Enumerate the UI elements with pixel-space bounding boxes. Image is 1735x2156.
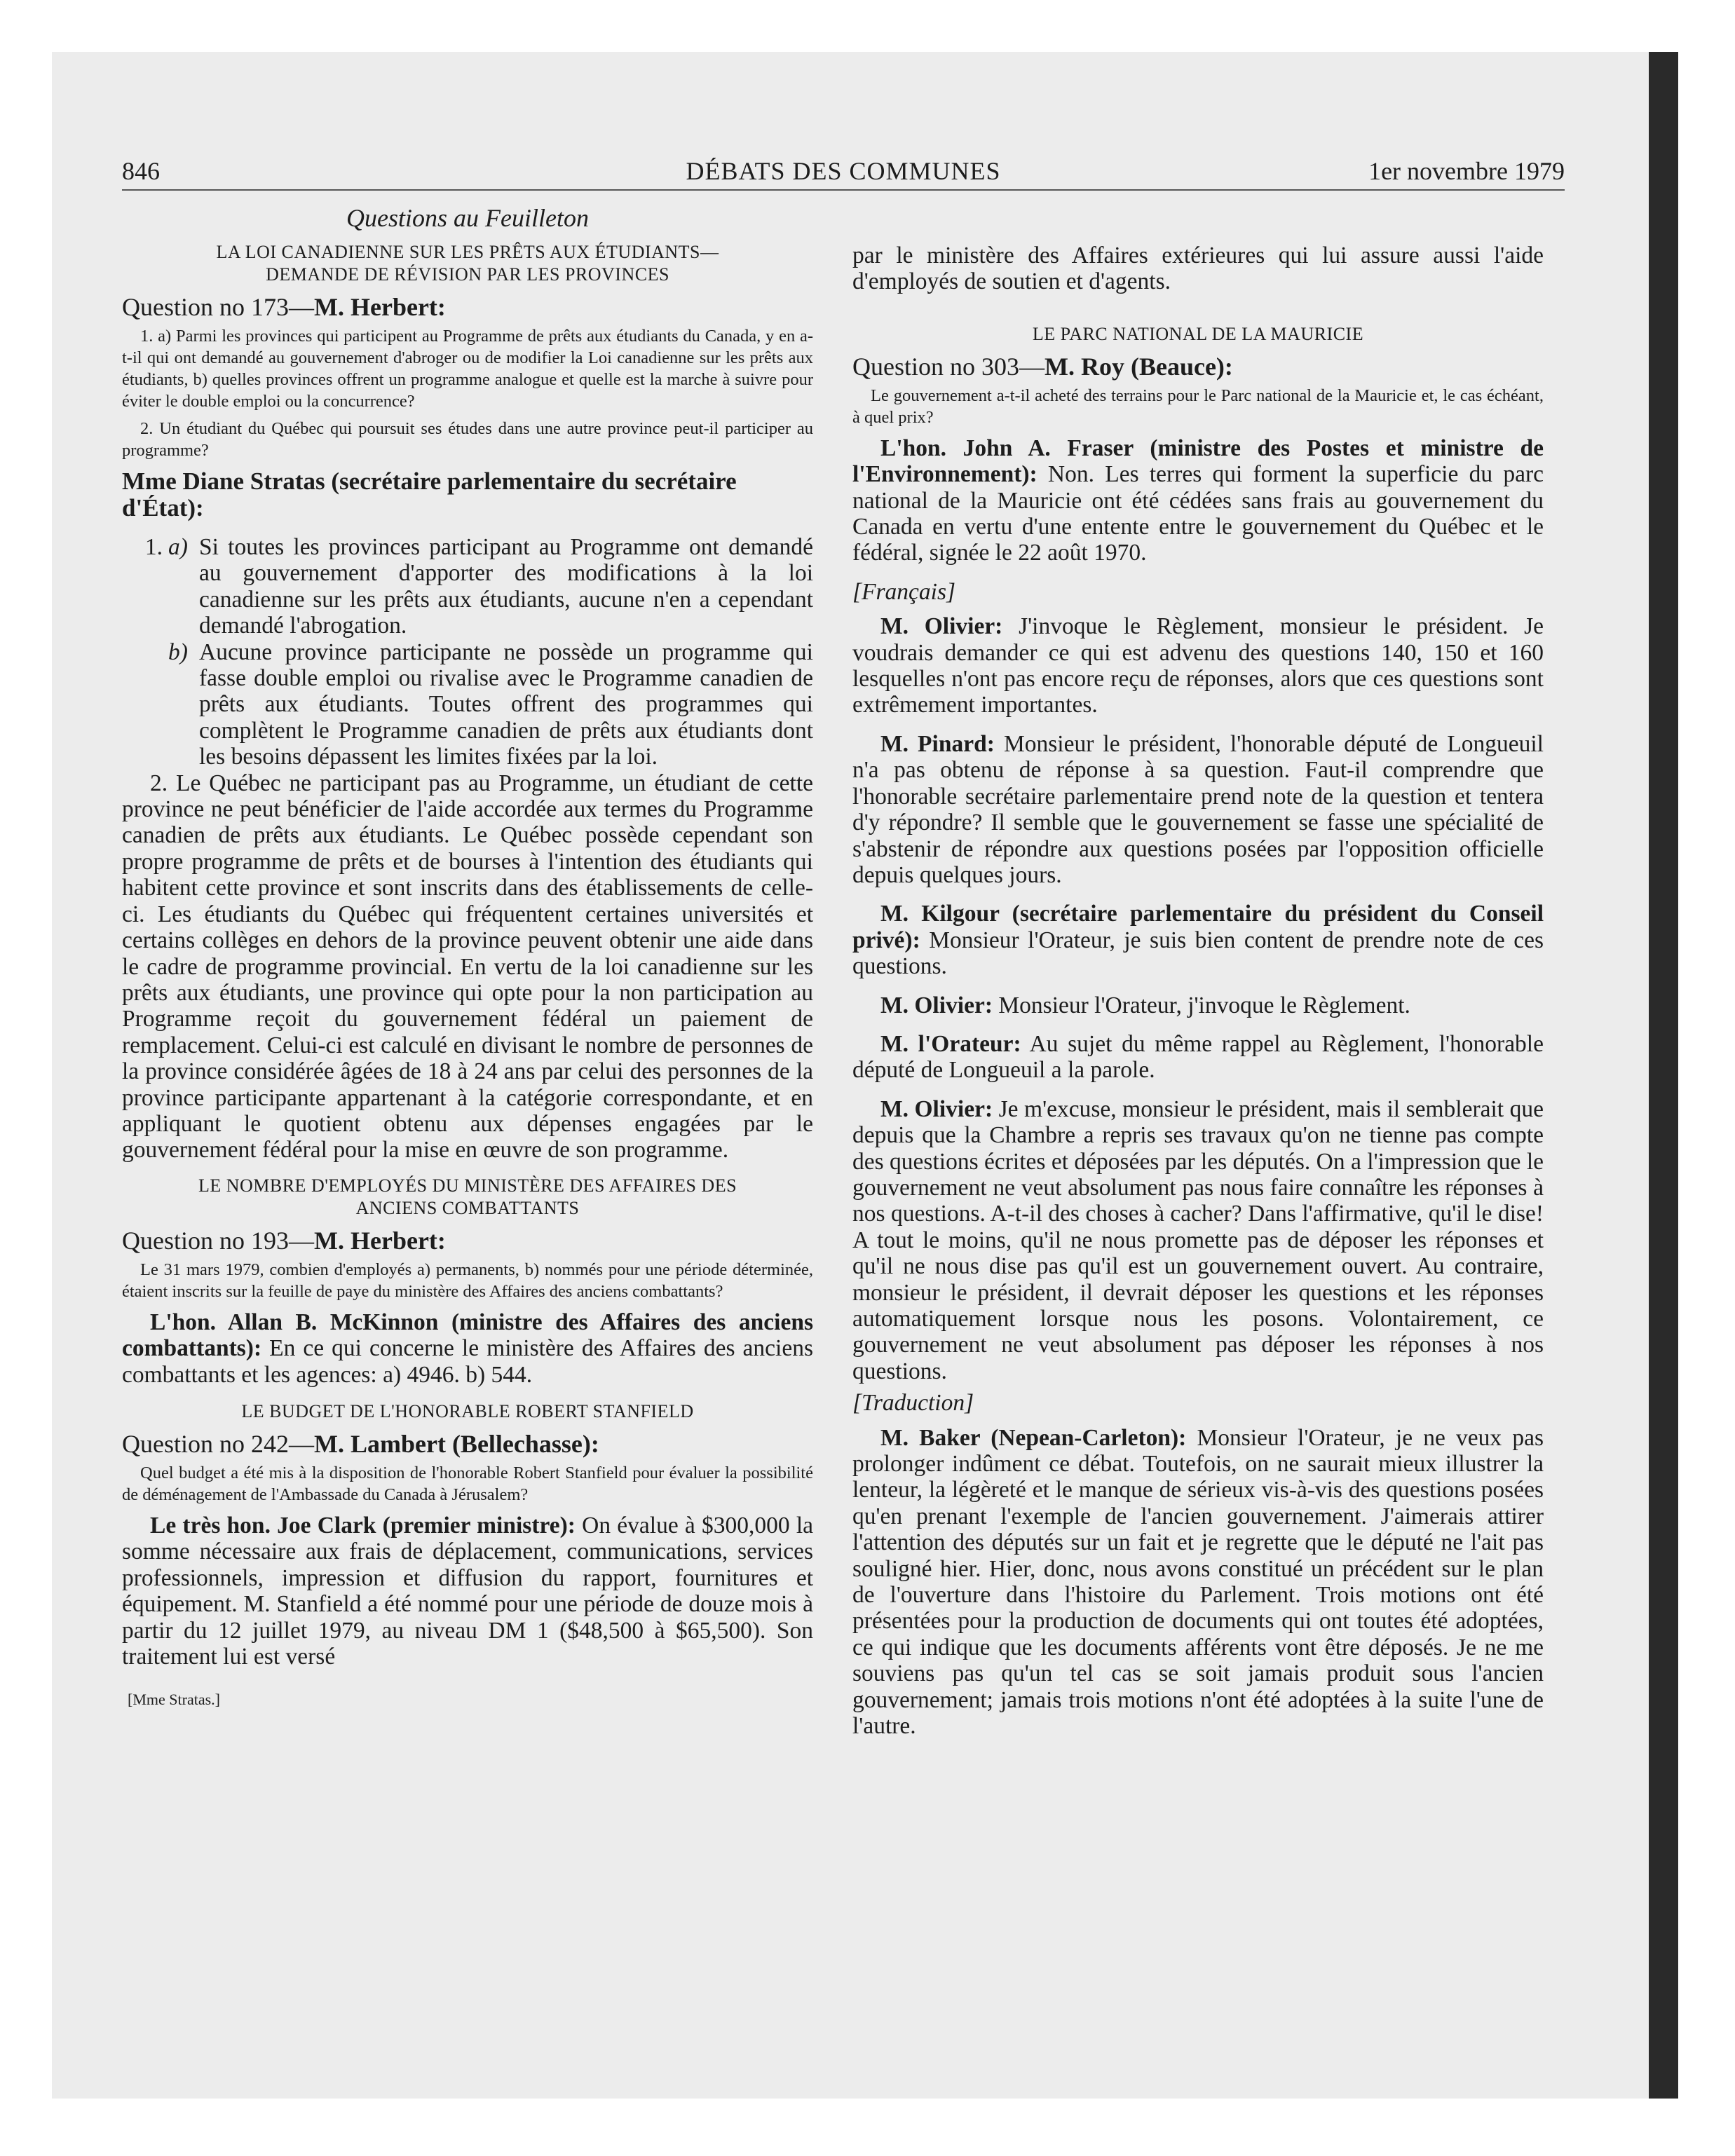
answer-173-item-a: 1. a) Si toutes les provinces participant au Programme ont demandé au gouvernement d'apporter des modifications à la loi canadienne sur les prêts aux étudiants, aucune n'en a cependant demandé l'abrogation. — [144, 534, 813, 639]
question-heading-303: Question no 303—M. Roy (Beauce): — [852, 352, 1233, 381]
rubric-q242: LE BUDGET DE L'HONORABLE ROBERT STANFIELD — [241, 1400, 694, 1421]
answer-303: L'hon. John A. Fraser (ministre des Postes et ministre de l'Environnement): Non. Les terres qui forment la superficie du parc national de la Mauricie ont été cédées sans frais au gouvernement du Canada en vertu d'une entente entre le gouvernement du Québec et le fédéral, signée le 22 août 1970. — [852, 435, 1544, 566]
language-marker-translation: [Traduction] — [852, 1390, 974, 1417]
question-text-242: Quel budget a été mis à la disposition de l'honorable Robert Stanfield pour évaluer la possibilité de déménagement de l'Ambassade du Canada à Jérusalem? — [122, 1463, 813, 1504]
speech-olivier-1: M. Olivier: J'invoque le Règlement, monsieur le président. Je voudrais demander ce qui est advenu des questions 140, 150 et 160 lesquelles n'ont pas encore reçu de réponses, alors que ces questions sont extrêmement importantes. — [852, 613, 1544, 718]
question-heading-242: Question no 242—M. Lambert (Bellechasse): — [122, 1429, 599, 1458]
left-column — [122, 202, 813, 1713]
right-column — [852, 243, 1544, 1752]
question-text-173-2: 2. Un étudiant du Québec qui poursuit ses études dans une autre province peut-il participer au programme? — [122, 419, 813, 460]
section-title: Questions au Feuilleton — [346, 204, 589, 232]
continuation-text: par le ministère des Affaires extérieures qui lui assure aussi l'aide d'employés de soutien et d'agents. — [852, 243, 1544, 295]
question-heading-173: Question no 173—M. Herbert: — [122, 293, 446, 321]
answer-242: Le très hon. Joe Clark (premier ministre): On évalue à $300,000 la somme nécessaire aux frais de déplacement, communications, services professionnels, impression et diffusion du rapport, fournitures et équipement. M. Stanfield a été nommé pour une période de douze mois à partir du 12 juillet 1979, au niveau DM 1 ($48,500 à $65,500). Son traitement lui est versé — [122, 1512, 814, 1670]
page-date: 1er novembre 1979 — [1368, 157, 1565, 185]
page-header — [122, 153, 1565, 191]
speech-olivier-3: M. Olivier: Je m'excuse, monsieur le président, mais il semblerait que depuis que la Chambre a repris ses travaux qu'on ne tienne pas compte des questions écrites et déposées par les députés. On a l'impression que le gouvernement ne veut absolument pas nous faire connaître les réponses à nos questions. A-t-il des choses à cacher? Dans l'affirmative, qu'il le dise! A tout le moins, qu'il ne nous promette pas de déposer les réponses et qu'il ne nous dise pas qu'il est un gouvernement ouvert. Au contraire, monsieur le président, il devrait déposer les questions et les réponses automatiquement lorsque nous les posons. Volontairement, ce gouvernement ne veut absolument pas déposer les réponses à nos questions. — [852, 1096, 1544, 1384]
speech-pinard: M. Pinard: Monsieur le président, l'honorable député de Longueuil n'a pas obtenu de réponse à sa question. Faut-il comprendre que l'honorable secrétaire parlementaire prend note de la question et tentera d'y répondre? Il semble que le gouvernement se fasse une spécialité de s'abstenir de répondre aux questions posées par l'opposition officielle depuis quelques jours. — [852, 730, 1544, 888]
answer-173-part-2: 2. Le Québec ne participant pas au Programme, un étudiant de cette province ne peut bénéficier de l'aide accordée aux termes du Programme canadien de prêts aux étudiants. Le Québec possède cependant son propre programme de prêts et de bourses à l'intention des étudiants qui habitent cette province et sont inscrits dans des établissements de celle-ci. Les étudiants du Québec qui fréquentent certaines universités et certains collèges en dehors de la province peuvent obtenir une aide dans le cadre de programme provincial. En vertu de la loi canadienne sur les prêts aux étudiants, une province qui opte pour la non participation au Programme reçoit du gouvernement fédéral un paiement de remplacement. Celui-ci est calculé en divisant le nombre de personnes de la province considérée âgées de 18 à 24 ans par celui des personnes de la province participante appartenant à la catégorie correspondante, et en appliquant le quotient obtenu aux dépenses engagées par le gouvernement fédéral pour la mise en œuvre de son programme. — [122, 770, 813, 1164]
rubric-q193: LE NOMBRE D'EMPLOYÉS DU MINISTÈRE DES AFFAIRES DES ANCIENS COMBATTANTS — [198, 1175, 737, 1218]
question-text-173-1: 1. a) Parmi les provinces qui participent au Programme de prêts aux étudiants du Canada, y en a-t-il qui ont demandé au gouvernement d'abroger ou de modifier la Loi canadienne sur les prêts aux étudiants, b) quelles provinces offrent un programme analogue et quelle est la marche à suivre pour éviter le double emploi ou la concurrence? — [122, 327, 813, 411]
question-heading-193: Question no 193—M. Herbert: — [122, 1226, 446, 1255]
rubric-q303: LE PARC NATIONAL DE LA MAURICIE — [1032, 323, 1364, 344]
rubric-q173: LA LOI CANADIENNE SUR LES PRÊTS AUX ÉTUDIANTS— DEMANDE DE RÉVISION PAR LES PROVINCES — [216, 242, 719, 285]
speech-baker: M. Baker (Nepean-Carleton): Monsieur l'Orateur, je ne veux pas prolonger indûment ce débat. Toutefois, on ne saurait mieux illustrer la lenteur, la légèreté et le manque de sérieux vis-à-vis des questions posées qu'en prenant l'exemple de l'ancien gouvernement. J'aimerais attirer l'attention des députés sur un fait et je regrette que le député ne l'ait pas souligné hier. Hier, donc, nous avons constitué un précédent sur le plan de l'ouverture dans l'histoire du Parlement. Trois motions ont été présentées pour la production de documents qui ont toutes été adoptées, ce qui indique que les documents afférents vont être déposés. Je ne me souviens pas qu'un tel cas se soit jamais produit sous l'ancien gouvernement; jamais trois motions n'ont été adoptées à la suite l'une de l'autre. — [852, 1424, 1544, 1740]
speech-orateur: M. l'Orateur: Au sujet du même rappel au Règlement, l'honorable député de Longueuil a la parole. — [852, 1030, 1544, 1084]
speaker-footer: [Mme Stratas.] — [128, 1691, 220, 1709]
speech-olivier-2: M. Olivier: Monsieur l'Orateur, j'invoque le Règlement. — [880, 992, 1410, 1018]
language-marker-french: [Français] — [852, 578, 956, 605]
question-text-303: Le gouvernement a-t-il acheté des terrains pour le Parc national de la Mauricie et, le cas échéant, à quel prix? — [852, 386, 1544, 427]
question-text-193: Le 31 mars 1979, combien d'employés a) permanents, b) nommés pour une période déterminée, étaient inscrits sur la feuille de paye du ministère des Affaires des anciens combattants? — [122, 1260, 813, 1301]
page-number: 846 — [122, 157, 160, 185]
answer-speaker-173: Mme Diane Stratas (secrétaire parlementaire du secrétaire d'État): — [122, 468, 737, 521]
answer-193: L'hon. Allan B. McKinnon (ministre des Affaires des anciens combattants): En ce qui concerne le ministère des Affaires des anciens combattants et les agences: a) 4946. b) 544. — [122, 1309, 813, 1388]
speech-kilgour: M. Kilgour (secrétaire parlementaire du président du Conseil privé): Monsieur l'Orateur, je suis bien content de prendre note de ces questions. — [852, 901, 1544, 980]
answer-173-item-b: b) Aucune province participante ne possède un programme qui fasse double emploi ou rivalise avec le Programme canadien de prêts aux étudiants. Toutes offrent des programmes qui complètent le Programme canadien de prêts aux étudiants dont les besoins dépassent les limites fixées par la loi. — [168, 639, 813, 770]
scan-edge — [1649, 52, 1678, 2099]
publication-title: DÉBATS DES COMMUNES — [686, 157, 1001, 185]
